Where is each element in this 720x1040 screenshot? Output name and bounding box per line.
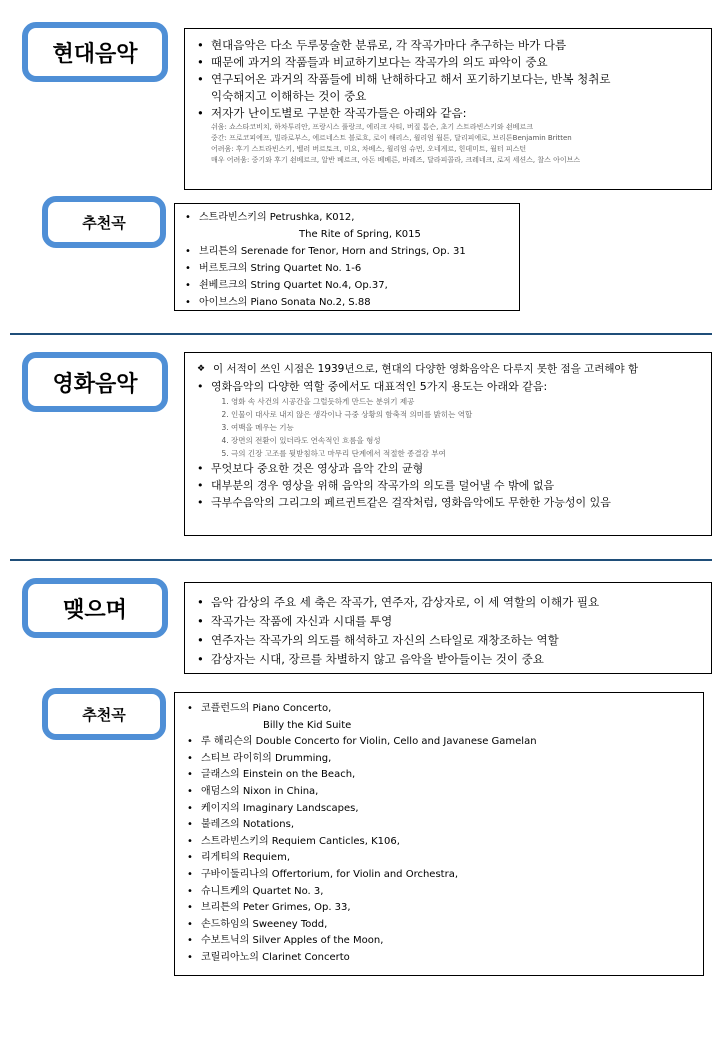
modern-bullet-3 [197, 71, 701, 105]
rec2-item: • 슈니트케의 Quartet No. 3, [187, 884, 695, 901]
section-title-modern-music: 현대음악 [22, 22, 168, 82]
film-bullet-4: • 극부수음악의 그리그의 페르귄트같은 걸작처럼, 영화음악에도 무한한 가능성이 있음 [197, 494, 701, 511]
rec2-item-1-text: 코플런드의 Piano Concerto, [201, 703, 332, 714]
film-use-4: 4. 장면의 전환이 있더라도 연속적인 흐름을 형성 [231, 434, 701, 447]
rec2-item: • 루 해리슨의 Double Concerto for Violin, Cello and Javanese Gamelan [187, 734, 695, 751]
rec1-item-1-cont: The Rite of Spring, K015 [299, 229, 421, 240]
film-music-content [184, 352, 712, 536]
rec1-item-2: • 브리튼의 Serenade for Tenor, Horn and Strings, Op. 31 [185, 243, 511, 260]
rec2-item: • 애덤스의 Nixon in China, [187, 784, 695, 801]
rec1-item-4: • 쇤베르크의 String Quartet No.4, Op.37, [185, 277, 511, 294]
film-bullet-3: • 대부분의 경우 영상을 위해 음악의 작곡가의 의도를 덜어낼 수 밖에 없음 [197, 477, 701, 494]
rec1-item-1 [185, 209, 511, 243]
closing-bullet-4: • 감상자는 시대, 장르를 차별하지 않고 음악을 받아들이는 것이 중요 [197, 650, 701, 669]
rec1-item-1-text: 스트라빈스키의 Petrushka, K012, [199, 212, 355, 223]
film-use-2: 2. 인물이 대사로 내지 않은 생각이나 극중 상황의 함축적 의미를 밝히는 역할 [231, 408, 701, 421]
recommended-title-2: 추천곡 [42, 688, 166, 740]
rec2-item: • 손드하임의 Sweeney Todd, [187, 917, 695, 934]
film-uses-list [197, 395, 701, 460]
recommended-title-1: 추천곡 [42, 196, 166, 248]
difficulty-level-hard: 어려움: 후기 스트라빈스키, 벨러 버르토크, 미요, 차베스, 윌리엄 슈먼, 오네게르, 힌데미트, 월터 피스턴 [211, 145, 527, 153]
section-title-closing: 맺으며 [22, 578, 168, 638]
section-divider-2 [10, 559, 712, 561]
rec2-item: • 브리튼의 Peter Grimes, Op. 33, [187, 900, 695, 917]
rec2-item: • 스트라빈스키의 Requiem Canticles, K106, [187, 834, 695, 851]
rec2-item: • 스티브 라이히의 Drumming, [187, 751, 695, 768]
film-use-3: 3. 여백을 메우는 기능 [231, 421, 701, 434]
rec2-item: • 수보트닉의 Silver Apples of the Moon, [187, 933, 695, 950]
rec2-item: • 코릴리아노의 Clarinet Concerto [187, 950, 695, 967]
modern-bullet-3-line1: 연구되어온 과거의 작품들에 비해 난해하다고 해서 포기하기보다는, 반복 청취로 [211, 72, 611, 86]
difficulty-level-medium: 중간: 프로코피에프, 빌라로부스, 에르네스트 블로흐, 로이 해리스, 윌리엄 월튼, 달리피에로, 브리튼Benjamin Britten [211, 134, 572, 142]
film-use-1: 1. 영화 속 사건의 시공간을 그럴듯하게 만드는 분위기 제공 [231, 395, 701, 408]
recommended-list-1 [174, 203, 520, 311]
closing-bullet-2: • 작곡가는 작품에 자신과 시대를 투영 [197, 612, 701, 631]
rec2-item: • 불레즈의 Notations, [187, 817, 695, 834]
modern-bullet-2: • 때문에 과거의 작품들과 비교하기보다는 작곡가의 의도 파악이 중요 [197, 54, 701, 71]
modern-bullet-4: • 저자가 난이도별로 구분한 작곡가들은 아래와 같음: [197, 105, 701, 122]
closing-bullet-1: • 음악 감상의 주요 세 축은 작곡가, 연주자, 감상자로, 이 세 역할의 이해가 필요 [197, 593, 701, 612]
rec1-item-5: • 아이브스의 Piano Sonata No.2, S.88 [185, 294, 511, 311]
modern-music-content [184, 28, 712, 190]
film-use-5: 5. 극의 긴장 고조를 뒷받침하고 마무리 단계에서 적절한 종결감 부여 [231, 447, 701, 460]
rec1-item-3: • 버르토크의 String Quartet No. 1-6 [185, 260, 511, 277]
closing-bullet-3: • 연주자는 작곡가의 의도를 해석하고 자신의 스타일로 재창조하는 역할 [197, 631, 701, 650]
rec2-item: • 케이지의 Imaginary Landscapes, [187, 801, 695, 818]
section-divider-1 [10, 333, 712, 335]
rec2-item: • 구바이둘리나의 Offertorium, for Violin and Orchestra, [187, 867, 695, 884]
film-bullet-1: • 영화음악의 다양한 역할 중에서도 대표적인 5가지 용도는 아래와 같음: [197, 378, 701, 395]
section-title-film-music: 영화음악 [22, 352, 168, 412]
rec2-item-1 [187, 701, 695, 734]
rec2-item-1-cont: Billy the Kid Suite [263, 719, 352, 731]
recommended-list-2 [174, 692, 704, 976]
film-note: ❖ 이 서적이 쓰인 시점은 1939년으로, 현대의 다양한 영화음악은 다루지 못한 점을 고려해야 함 [197, 361, 701, 378]
rec2-item: • 리게티의 Requiem, [187, 850, 695, 867]
rec2-item: • 글래스의 Einstein on the Beach, [187, 767, 695, 784]
modern-bullet-3-line2: 익숙해지고 이해하는 것이 중요 [211, 89, 367, 103]
film-bullet-2: • 무엇보다 중요한 것은 영상과 음악 간의 균형 [197, 460, 701, 477]
modern-bullet-1: • 현대음악은 다소 두루뭉술한 분류로, 각 작곡가마다 추구하는 바가 다름 [197, 37, 701, 54]
difficulty-level-easy: 쉬움: 쇼스타코비치, 하차투리안, 프랑시스 풀랑크, 에리크 사티, 버질 톰슨, 초기 스트라빈스키와 쇤베르크 [211, 123, 533, 131]
closing-content [184, 582, 712, 674]
difficulty-level-very-hard: 매우 어려움: 중기와 후기 쇤베르크, 알반 베르크, 아돈 베베른, 바레즈, 달라피콜라, 크레네크, 로저 세션스, 찰스 아이브스 [211, 156, 581, 164]
